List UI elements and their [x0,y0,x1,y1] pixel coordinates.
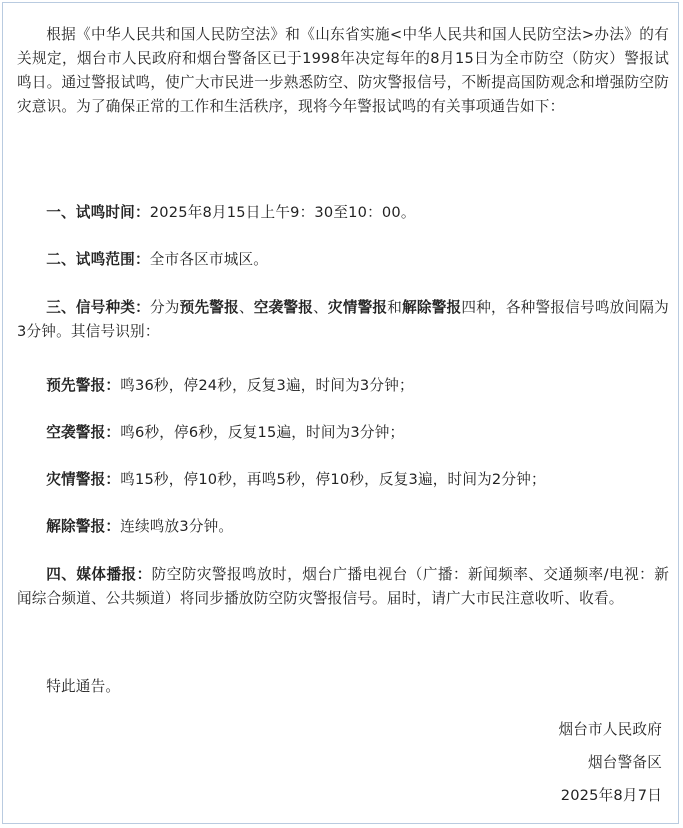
signal-item-text: 鸣36秒，停24秒，反复3遍，时间为3分钟； [120,377,414,394]
signal-types-sep-2: 、 [313,299,328,316]
signature-org-government: 烟台市人民政府 [558,721,662,738]
section-signal-types-label: 三、信号种类： [46,299,150,316]
signature-org-garrison: 烟台警备区 [588,754,662,771]
signal-item-label: 解除警报： [46,518,121,535]
signal-item-text: 鸣6秒，停6秒，反复15遍，时间为3分钟； [120,424,405,441]
section-test-scope [17,248,683,272]
signal-item-label: 预先警报： [46,377,121,394]
section-test-time [17,201,683,225]
section-test-scope-text: 全市各区市城区。 [149,251,269,268]
signal-item-label: 空袭警报： [46,424,121,441]
signal-type-1: 预先警报 [179,299,239,316]
section-media-broadcast [17,563,669,611]
signal-type-2: 空袭警报 [253,299,314,316]
signal-types-text-b: 四种，各种警报信号鸣放间隔为3分钟。其信号识别： [17,299,669,340]
signal-type-3: 灾情警报 [327,299,388,316]
section-media-broadcast-label: 四、媒体播报： [46,566,152,583]
signal-item-label: 灾情警报： [46,471,121,488]
signal-item [17,421,683,445]
signature-date: 2025年8月7日 [560,787,662,804]
signal-item [17,468,683,492]
signal-item-text: 连续鸣放3分钟。 [120,518,234,535]
section-test-scope-label: 二、试鸣范围： [46,251,150,268]
signal-types-sep-1: 、 [238,299,254,316]
signal-item [17,515,683,539]
closing-line: 特此通告。 [46,678,121,695]
signal-item [17,374,683,398]
notice-frame [2,2,679,824]
section-test-time-label: 一、试鸣时间： [46,204,150,221]
section-test-time-text: 2025年8月15日上午9：30至10：00。 [149,204,416,221]
section-signal-types [17,296,669,344]
section-media-broadcast-text: 防空防灾警报鸣放时，烟台广播电视台（广播：新闻频率、交通频率/电视：新闻综合频道、公共频道）将同步播放防空防灾警报信号。届时，请广大市民注意收听、收看。 [17,566,670,607]
signal-types-text-a: 分为 [149,299,180,316]
signal-types-sep-3: 和 [387,299,403,316]
intro-paragraph: 根据《中华人民共和国人民防空法》和《山东省实施<中华人民共和国人民防空法>办法》的有关规定，烟台市人民政府和烟台警备区已于1998年决定每年的8月15日为全市防空（防灾）警报试鸣日。通过警报试鸣，使广大市民进一步熟悉防空、防灾警报信号，不断提高国防观念和增强防空防灾意识。为了确保正常的工作和生活秩序，现将今年警报试鸣的有关事项通告如下： [17,26,669,115]
signal-type-4: 解除警报 [402,299,462,316]
signal-item-text: 鸣15秒，停10秒，再鸣5秒，停10秒，反复3遍，时间为2分钟； [120,471,546,488]
